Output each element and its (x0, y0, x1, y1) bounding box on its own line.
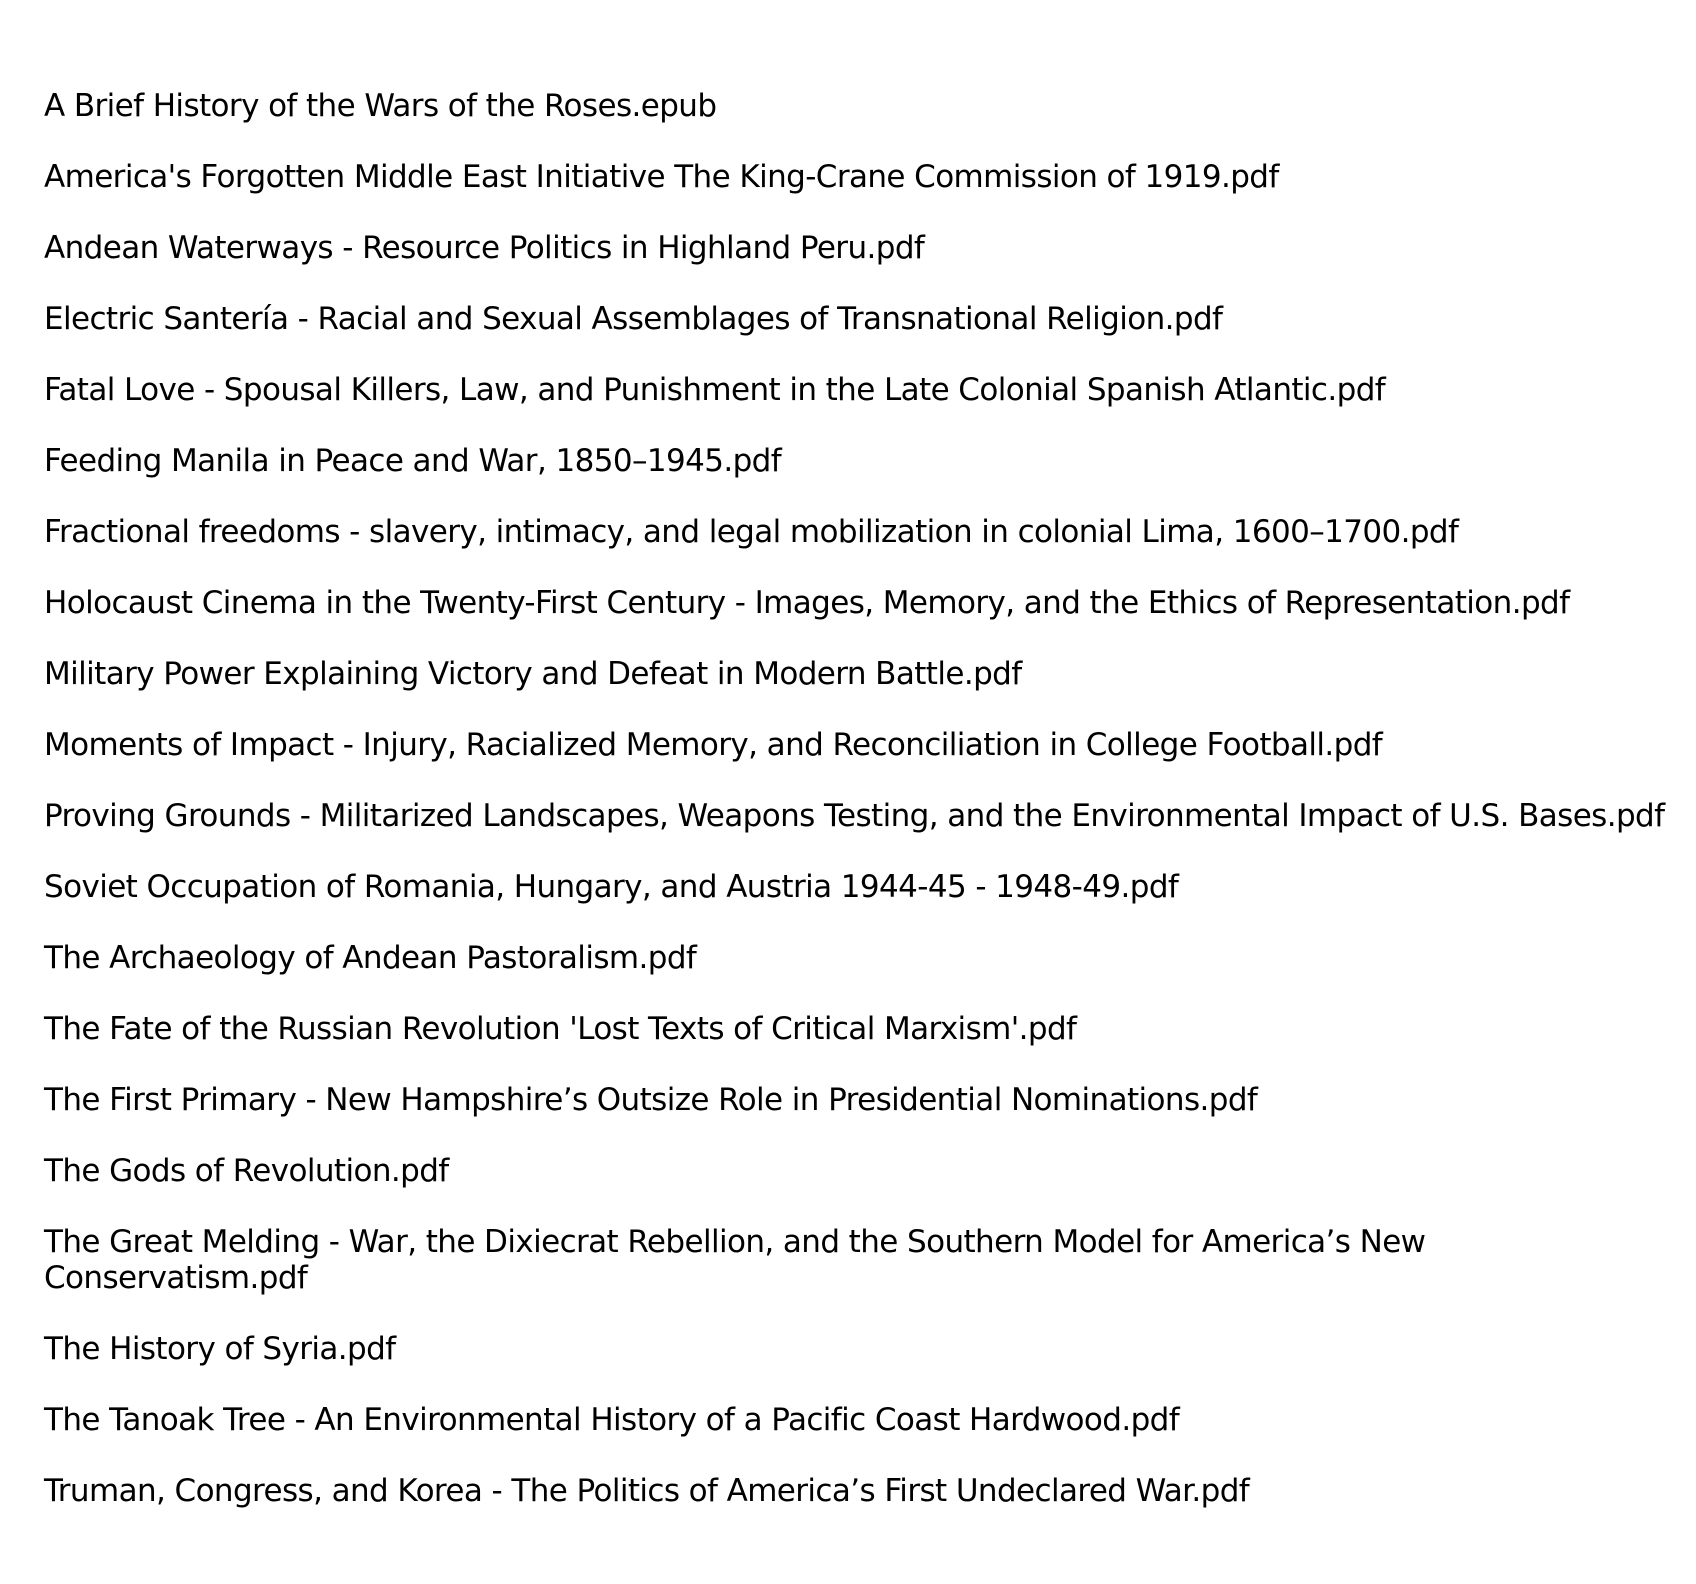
file-name: The Tanoak Tree - An Environmental History of a Pacific Coast Hardwood.pdf (44, 1402, 1180, 1438)
file-name: The First Primary - New Hampshire’s Outsize Role in Presidential Nominations.pdf (44, 1082, 1258, 1118)
file-name: Soviet Occupation of Romania, Hungary, and Austria 1944-45 - 1948-49.pdf (44, 869, 1179, 905)
file-name: Moments of Impact - Injury, Racialized Memory, and Reconciliation in College Football.pdf (44, 727, 1383, 763)
file-name: America's Forgotten Middle East Initiative The King-Crane Commission of 1919.pdf (44, 159, 1279, 195)
file-name: Military Power Explaining Victory and Defeat in Modern Battle.pdf (44, 656, 1022, 692)
file-name: The Great Melding - War, the Dixiecrat Rebellion, and the Southern Model for America’s New Conservatism.pdf (44, 1224, 1426, 1296)
file-name: A Brief History of the Wars of the Roses.epub (44, 88, 717, 124)
file-name: Truman, Congress, and Korea - The Politics of America’s First Undeclared War.pdf (44, 1473, 1250, 1509)
file-name: Fatal Love - Spousal Killers, Law, and Punishment in the Late Colonial Spanish Atlantic.pdf (44, 372, 1386, 408)
file-name: The Archaeology of Andean Pastoralism.pdf (44, 940, 697, 976)
file-list (44, 88, 1684, 1544)
file-name: Holocaust Cinema in the Twenty-First Century - Images, Memory, and the Ethics of Representation.pdf (44, 585, 1570, 621)
file-name: The Gods of Revolution.pdf (44, 1153, 449, 1189)
file-name: Fractional freedoms - slavery, intimacy, and legal mobilization in colonial Lima, 1600–1700.pdf (44, 514, 1459, 550)
file-name: Proving Grounds - Militarized Landscapes, Weapons Testing, and the Environmental Impact of U.S. Bases.pdf (44, 798, 1665, 834)
file-name: The History of Syria.pdf (44, 1331, 396, 1367)
file-name: The Fate of the Russian Revolution 'Lost Texts of Critical Marxism'.pdf (44, 1011, 1077, 1047)
file-name: Electric Santería - Racial and Sexual Assemblages of Transnational Religion.pdf (44, 301, 1223, 337)
file-name: Feeding Manila in Peace and War, 1850–1945.pdf (44, 443, 782, 479)
file-name: Andean Waterways - Resource Politics in Highland Peru.pdf (44, 230, 925, 266)
